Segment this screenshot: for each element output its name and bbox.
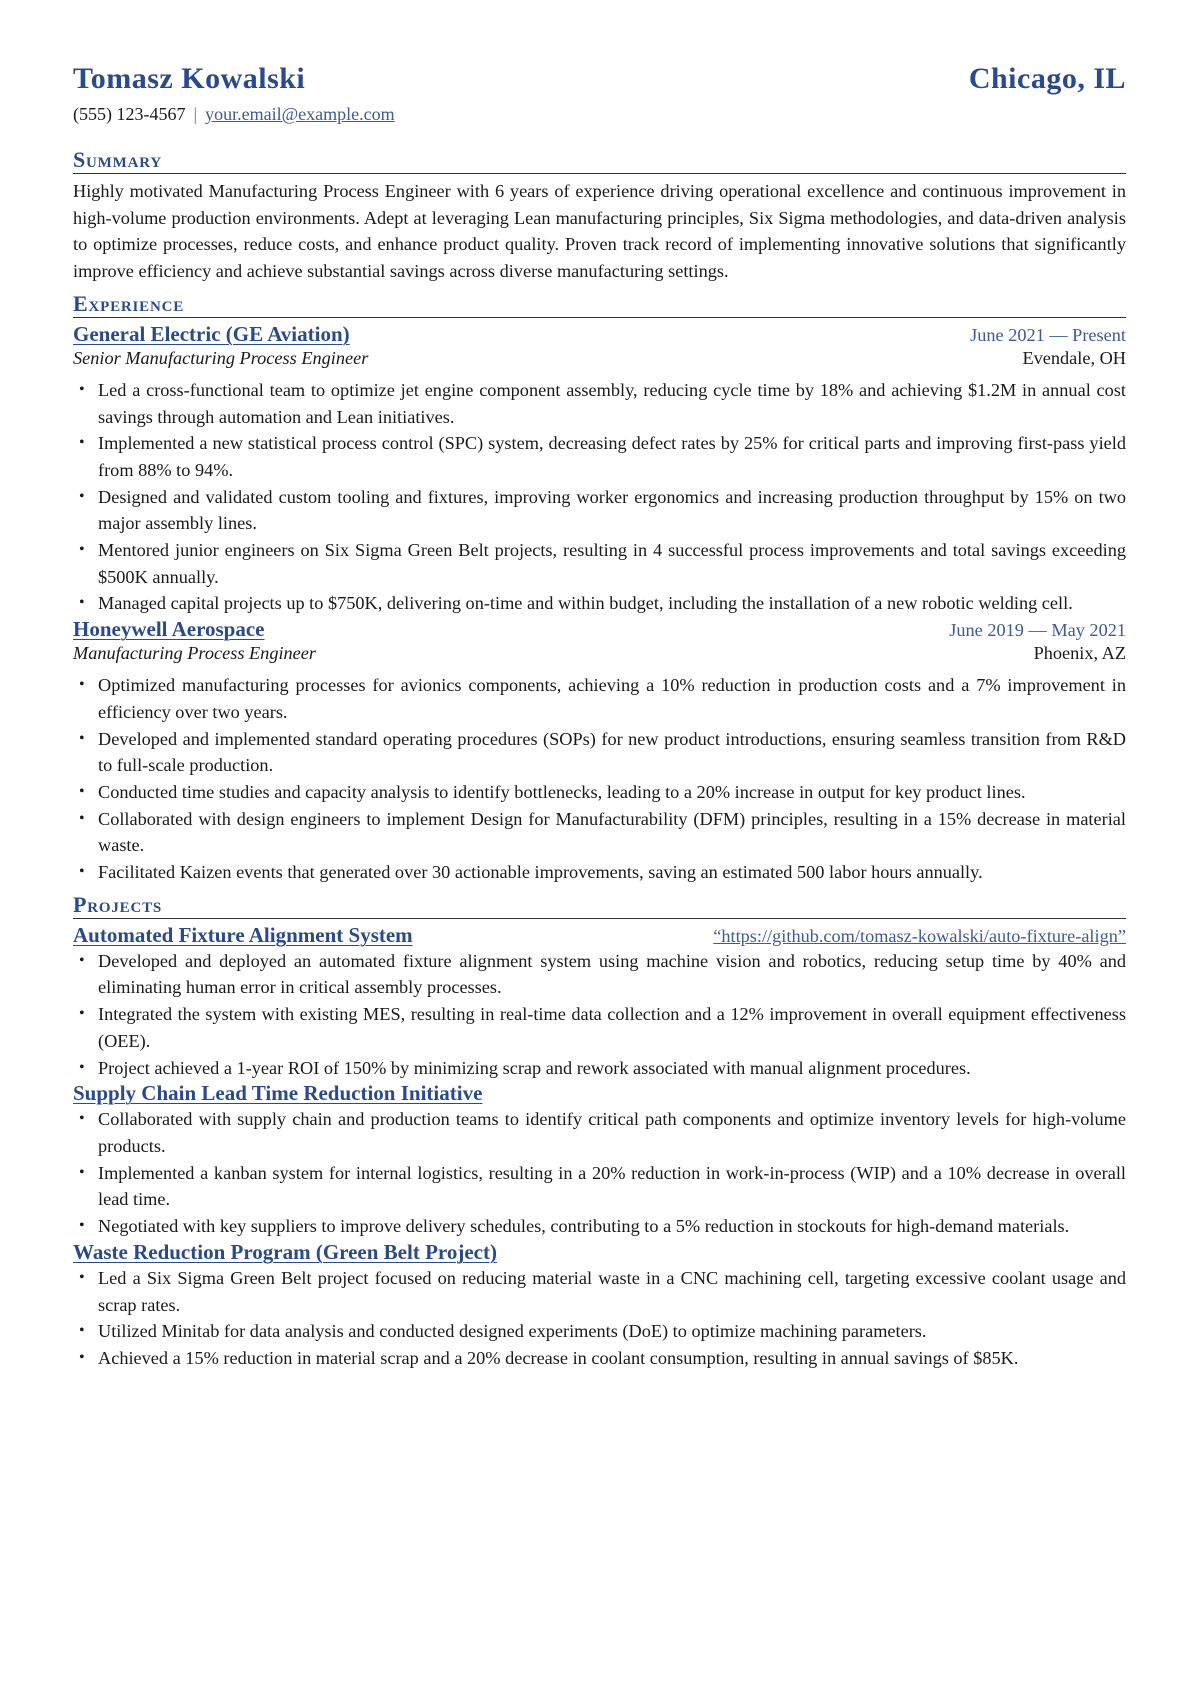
project-name[interactable]: Supply Chain Lead Time Reduction Initiative xyxy=(73,1081,483,1106)
experience-entry xyxy=(73,322,1126,617)
resume-header xyxy=(73,62,1126,96)
section-title-projects: Projects xyxy=(73,892,1126,919)
experience-entry xyxy=(73,617,1126,886)
bullet-item: • Developed and implemented standard operating procedures (SOPs) for new product introductions, ensuring seamless transition from R&D to full-scale production. xyxy=(73,726,1126,779)
bullet-item: • Mentored junior engineers on Six Sigma Green Belt projects, resulting in 4 successful process improvements and total savings exceeding $500K annually. xyxy=(73,537,1126,590)
job-location: Evendale, OH xyxy=(1022,347,1126,368)
bullet-item: • Facilitated Kaizen events that generated over 30 actionable improvements, saving an estimated 500 labor hours annually. xyxy=(73,859,1126,886)
job-bullets xyxy=(73,672,1126,886)
bullet-item: • Collaborated with design engineers to implement Design for Manufacturability (DFM) principles, resulting in a 15% decrease in material waste. xyxy=(73,806,1126,859)
candidate-name: Tomasz Kowalski xyxy=(73,62,306,95)
bullet-item: • Collaborated with supply chain and production teams to identify critical path components and optimize inventory levels for high-volume products. xyxy=(73,1106,1126,1159)
bullet-item: • Optimized manufacturing processes for avionics components, achieving a 10% reduction in production costs and a 7% improvement in efficiency over two years. xyxy=(73,672,1126,725)
bullet-item: • Integrated the system with existing MES, resulting in real-time data collection and a 12% improvement in overall equipment effectiveness (OEE). xyxy=(73,1001,1126,1054)
project-link[interactable]: “https://github.com/tomasz-kowalski/auto-fixture-align” xyxy=(713,925,1126,946)
project-entry xyxy=(73,923,1126,1082)
section-title-summary: Summary xyxy=(73,147,1126,174)
project-bullets xyxy=(73,1265,1126,1372)
job-role: Manufacturing Process Engineer xyxy=(73,643,317,664)
bullet-item: • Led a cross-functional team to optimize jet engine component assembly, reducing cycle time by 18% and achieving $1.2M in annual cost savings through automation and Lean initiatives. xyxy=(73,377,1126,430)
bullet-item: • Managed capital projects up to $750K, delivering on-time and within budget, including the installation of a new robotic welding cell. xyxy=(73,590,1126,617)
job-role: Senior Manufacturing Process Engineer xyxy=(73,347,369,368)
company-name[interactable]: Honeywell Aerospace xyxy=(73,617,265,642)
bullet-item: • Implemented a new statistical process control (SPC) system, decreasing defect rates by 25% for critical parts and improving first-pass yield from 88% to 94%. xyxy=(73,430,1126,483)
bullet-item: • Project achieved a 1-year ROI of 150% by minimizing scrap and rework associated with manual alignment procedures. xyxy=(73,1055,1126,1082)
job-location: Phoenix, AZ xyxy=(1033,643,1126,664)
bullet-item: • Conducted time studies and capacity analysis to identify bottlenecks, leading to a 20% increase in output for key product lines. xyxy=(73,779,1126,806)
contact-line xyxy=(73,104,1126,125)
resume-page xyxy=(73,62,1126,1372)
project-bullets xyxy=(73,1106,1126,1240)
contact-separator: | xyxy=(193,104,198,124)
bullet-item: • Utilized Minitab for data analysis and conducted designed experiments (DoE) to optimize machining parameters. xyxy=(73,1318,1126,1345)
project-bullets xyxy=(73,948,1126,1082)
job-dates: June 2019 — May 2021 xyxy=(949,620,1126,641)
email-link[interactable]: your.email@example.com xyxy=(205,104,395,124)
bullet-item: • Designed and validated custom tooling and fixtures, improving worker ergonomics and increasing production throughput by 15% on two major assembly lines. xyxy=(73,484,1126,537)
bullet-item: • Implemented a kanban system for internal logistics, resulting in a 20% reduction in work-in-process (WIP) and a 10% decrease in overall lead time. xyxy=(73,1160,1126,1213)
project-name[interactable]: Automated Fixture Alignment System xyxy=(73,922,413,947)
bullet-item: • Developed and deployed an automated fixture alignment system using machine vision and robotics, reducing setup time by 40% and eliminating human error in critical assembly processes. xyxy=(73,948,1126,1001)
job-bullets xyxy=(73,377,1126,617)
project-entry xyxy=(73,1081,1126,1240)
summary-text: Highly motivated Manufacturing Process Engineer with 6 years of experience driving operational excellence and continuous improvement in high-volume production environments. Adept at leveraging Lean manufacturing principles, Six Sigma methodologies, and data-driven analysis to optimize processes, reduce costs, and enhance product quality. Proven track record of implementing innovative solutions that significantly improve efficiency and achieve substantial savings across diverse manufacturing settings. xyxy=(73,181,1126,282)
bullet-item: • Led a Six Sigma Green Belt project focused on reducing material waste in a CNC machining cell, targeting excessive coolant usage and scrap rates. xyxy=(73,1265,1126,1318)
project-name[interactable]: Waste Reduction Program (Green Belt Project) xyxy=(73,1239,497,1264)
candidate-location: Chicago, IL xyxy=(968,62,1126,95)
project-entry xyxy=(73,1240,1126,1372)
section-title-experience: Experience xyxy=(73,291,1126,318)
company-name[interactable]: General Electric (GE Aviation) xyxy=(73,321,350,346)
bullet-item: • Achieved a 15% reduction in material scrap and a 20% decrease in coolant consumption, resulting in annual savings of $85K. xyxy=(73,1345,1126,1372)
bullet-item: • Negotiated with key suppliers to improve delivery schedules, contributing to a 5% reduction in stockouts for high-demand materials. xyxy=(73,1213,1126,1240)
job-dates: June 2021 — Present xyxy=(970,324,1126,345)
phone-number: (555) 123-4567 xyxy=(73,104,186,124)
